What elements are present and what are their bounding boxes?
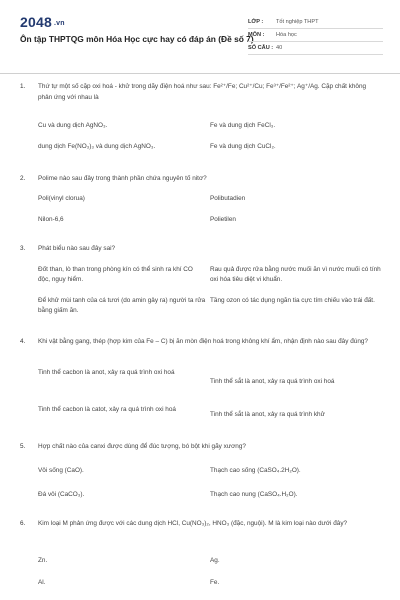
option-c[interactable]: Tinh thể cacbon là catot, xảy ra quá trình oxi hoá [38, 406, 176, 413]
question-number: 1. [20, 83, 26, 90]
meta-value: Hóa học [276, 32, 297, 38]
option-c[interactable]: Đá vôi (CaCO₃). [38, 491, 85, 498]
option-d[interactable]: Tầng ozon có tác dụng ngăn tia cực tím chiếu vào trái đất. [210, 297, 375, 304]
meta-row-class [248, 16, 383, 29]
option-d[interactable]: Fe. [210, 579, 220, 586]
question-text: Kim loại M phản ứng được với các dung dịch HCl, Cu(NO₃)₂, HNO₃ (đặc, nguội). M là kim loại nào dưới đây? [38, 520, 348, 527]
question-number: 4. [20, 338, 26, 345]
option-d[interactable]: Polietilen [210, 216, 236, 223]
meta-key: LỚP : [248, 19, 264, 25]
question-1 [20, 82, 382, 103]
question-text: Polime nào sau đây trong thành phần chứa nguyên tố nitơ? [38, 175, 207, 182]
option-c[interactable]: Al. [38, 579, 46, 586]
logo-name: 2048 [20, 14, 52, 30]
option-b[interactable]: Ag. [210, 557, 220, 564]
option-a[interactable]: Vôi sống (CaO). [38, 467, 84, 474]
site-logo[interactable] [20, 14, 65, 30]
option-a[interactable]: Đốt than, lò than trong phòng kín có thể sinh ra khí CO độc, nguy hiểm. [38, 266, 193, 283]
option-b[interactable]: Polibutadien [210, 195, 246, 202]
option-a[interactable]: Poli(vinyl clorua) [38, 195, 85, 202]
option-a[interactable]: Zn. [38, 557, 48, 564]
option-b[interactable]: Tinh thể sắt là anot, xảy ra quá trình oxi hoá [210, 378, 335, 385]
question-text: Khi vật bằng gang, thép (hợp kim của Fe – C) bị ăn mòn điện hoá trong không khí ẩm, nhận định nào sau đây đúng? [38, 338, 368, 345]
option-a[interactable]: Tinh thể cacbon là anot, xảy ra quá trình oxi hoá [38, 369, 175, 376]
question-5 [20, 442, 382, 453]
option-b[interactable]: Fe và dung dịch FeCl₃. [210, 122, 276, 129]
option-c[interactable]: Để khử mùi tanh của cá tươi (do amin gây ra) người ta rửa bằng giấm ăn. [38, 297, 206, 314]
meta-row-subject [248, 29, 383, 42]
meta-row-count [248, 42, 383, 55]
question-3 [20, 244, 382, 255]
option-a[interactable]: Cu và dung dịch AgNO₃. [38, 122, 108, 129]
meta-key: SỐ CÂU : [248, 45, 274, 51]
page-title: Ôn tập THPTQG môn Hóa Học cực hay có đáp án (Đề số 7) [20, 34, 254, 44]
question-2 [20, 174, 382, 185]
question-number: 6. [20, 520, 26, 527]
header-divider [0, 73, 400, 74]
question-6 [20, 519, 382, 530]
question-text: Thứ tự một số cặp oxi hoá - khử trong dãy điện hoá như sau: Fe²⁺/Fe; Cu²⁺/Cu; Fe³⁺/Fe²⁺; Ag⁺/Ag. Cặp chất không phản ứng với nhau là [38, 83, 367, 101]
option-d[interactable]: Fe và dung dịch CuCl₂. [210, 143, 276, 150]
meta-key: MÔN : [248, 32, 265, 38]
question-text: Hợp chất nào của canxi được dùng để đúc tượng, bó bột khi gãy xương? [38, 443, 246, 450]
option-b[interactable]: Thạch cao sống (CaSO₄.2H₂O). [210, 467, 301, 474]
meta-value: 40 [276, 45, 283, 51]
exam-meta [248, 16, 383, 55]
question-number: 3. [20, 245, 26, 252]
option-c[interactable]: Nilon-6,6 [38, 216, 64, 223]
question-number: 2. [20, 175, 26, 182]
question-number: 5. [20, 443, 26, 450]
option-c[interactable]: dung dịch Fe(NO₃)₃ và dung dịch AgNO₃. [38, 143, 156, 150]
question-4 [20, 337, 382, 348]
question-text: Phát biểu nào sau đây sai? [38, 245, 116, 252]
option-d[interactable]: Thạch cao nung (CaSO₄.H₂O). [210, 491, 298, 498]
logo-suffix: .vn [53, 20, 65, 27]
meta-value: Tốt nghiệp THPT [276, 19, 319, 25]
option-b[interactable]: Rau quả được rửa bằng nước muối ăn vì nước muối có tính oxi hóa tiêu diệt vi khuẩn. [210, 266, 381, 283]
option-d[interactable]: Tinh thể sắt là anot, xảy ra quá trình khử [210, 411, 325, 418]
